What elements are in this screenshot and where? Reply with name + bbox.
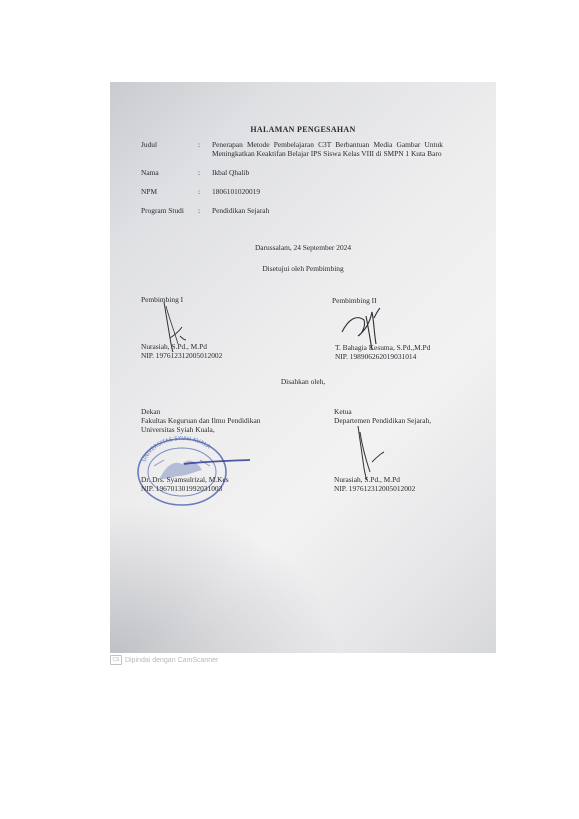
place-date: Darussalam, 24 September 2024 xyxy=(254,243,352,252)
page-shadow xyxy=(110,502,340,653)
scanner-footer-text: Dipindai dengan CamScanner xyxy=(125,656,219,664)
dekan-role: Dekan xyxy=(141,407,161,416)
judul-value: Penerapan Metode Pembelajaran C3T Berbantuan Media Gambar Untuk Meningkatkan Keaktifan Belajar IPS Siswa Kelas VIII di SMPN 1 Kuta Baro xyxy=(212,140,443,158)
npm-colon: : xyxy=(198,187,201,196)
nama-label: Nama xyxy=(141,168,159,177)
ketua-name: Nurasiah, S.Pd., M.Pd xyxy=(334,475,400,484)
nama-colon: : xyxy=(198,168,201,177)
pembimbing1-name: Nurasiah, S.Pd., M.Pd xyxy=(141,342,207,351)
nama-value: Ikbal Qhalib xyxy=(212,168,250,177)
npm-value: 1806101020019 xyxy=(212,187,261,196)
judul-colon: : xyxy=(198,140,201,149)
npm-label: NPM xyxy=(141,187,158,196)
ketua-unit-line1: Departemen Pendidikan Sejarah, xyxy=(334,416,432,425)
prodi-value: Pendidikan Sejarah xyxy=(212,206,270,215)
prodi-colon: : xyxy=(198,206,201,215)
pembimbing1-label: Pembimbing I xyxy=(141,295,184,304)
pembimbing2-label: Pembimbing II xyxy=(332,296,377,305)
pembimbing1-nip: NIP. 197612312005012002 xyxy=(141,351,223,360)
dekan-unit-line1: Fakultas Keguruan dan Ilmu Pendidikan xyxy=(141,416,261,425)
dekan-name: Dr. Drs. Syamsulrizal, M.Kes xyxy=(141,475,229,484)
judul-label: Judul xyxy=(141,140,158,149)
svg-text:UNIVERSITAS SYIAH KUALA xyxy=(142,436,212,463)
dekan-unit-line2: Universitas Syiah Kuala, xyxy=(141,425,215,434)
approved-by: Disetujui oleh Pembimbing xyxy=(262,264,344,273)
ketua-nip: NIP. 197612312005012002 xyxy=(334,484,416,493)
scanner-footer xyxy=(110,655,218,665)
stamp-text: UNIVERSITAS SYIAH KUALA xyxy=(141,435,212,463)
page-title: HALAMAN PENGESAHAN xyxy=(250,125,356,134)
pembimbing2-nip: NIP. 198906262019031014 xyxy=(335,352,417,361)
ketua-role: Ketua xyxy=(334,407,352,416)
university-stamp xyxy=(134,430,254,510)
ratified-by: Disahkan oleh, xyxy=(280,377,326,386)
prodi-label: Program Studi xyxy=(141,206,184,215)
dekan-nip: NIP. 196701301992031003 xyxy=(141,484,223,493)
scanned-page xyxy=(110,82,496,653)
pembimbing2-name: T. Bahagia Kesuma, S.Pd.,M.Pd xyxy=(335,343,431,352)
ketua-signature xyxy=(348,422,394,482)
camscanner-icon: CS xyxy=(110,655,122,665)
